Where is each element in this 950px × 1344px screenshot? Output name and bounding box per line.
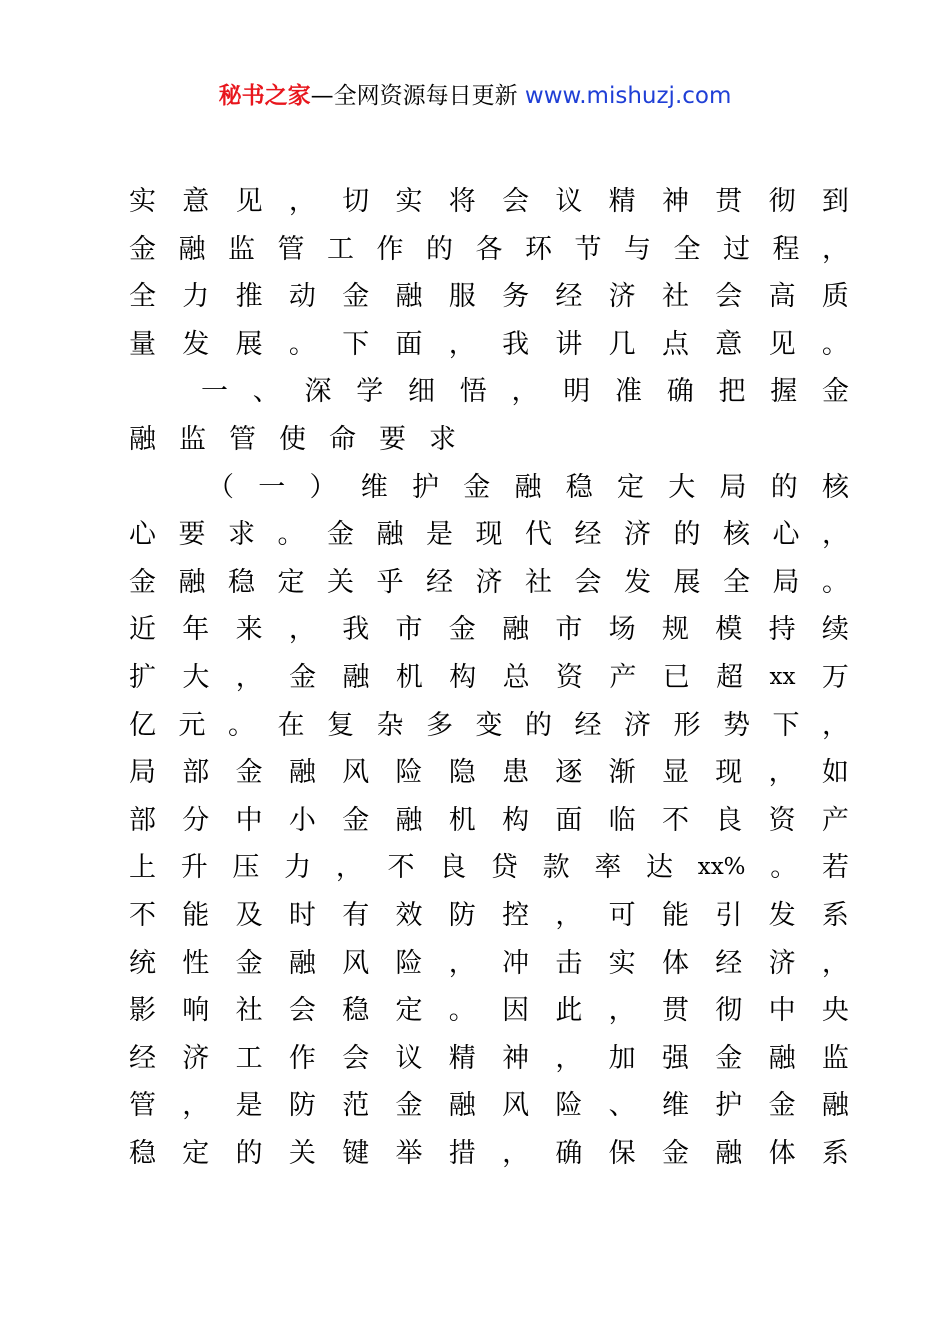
- brand-name: 秘书之家: [218, 83, 311, 109]
- section-heading-line: 一 、 深 学 细 悟 ， 明 准 确 把 握 金: [201, 376, 849, 408]
- text-line: 金 融 稳 定 关 乎 经 济 社 会 发 展 全 局 。: [129, 566, 849, 598]
- site-header: [0, 80, 950, 112]
- text-line: 近 年 来 ， 我 市 金 融 市 场 规 模 持 续: [129, 614, 849, 646]
- text-line: 全 力 推 动 金 融 服 务 经 济 社 会 高 质: [129, 281, 849, 313]
- text-line: 金 融 监 管 工 作 的 各 环 节 与 全 过 程 ，: [129, 233, 849, 265]
- text-line: 稳 定 的 关 键 举 措 ， 确 保 金 融 体 系: [129, 1137, 849, 1169]
- document-body: [129, 178, 849, 1177]
- text-line: 经 济 工 作 会 议 精 神 ， 加 强 金 融 监: [129, 1042, 849, 1074]
- site-url[interactable]: www.mishuzj.com: [524, 83, 732, 109]
- text-line: 上 升 压 力 ， 不 良 贷 款 率 达 xx% 。 若: [129, 852, 849, 884]
- subsection-heading-line: （ 一 ） 维 护 金 融 稳 定 大 局 的 核: [207, 471, 849, 503]
- text-line: 心 要 求 。 金 融 是 现 代 经 济 的 核 心 ，: [129, 519, 849, 551]
- text-line: 影 响 社 会 稳 定 。 因 此 ， 贯 彻 中 央: [129, 995, 849, 1027]
- text-line: 统 性 金 融 风 险 ， 冲 击 实 体 经 济 ，: [129, 947, 849, 979]
- text-line: 局 部 金 融 风 险 隐 患 逐 渐 显 现 ， 如: [129, 757, 849, 789]
- text-line: 扩 大 ， 金 融 机 构 总 资 产 已 超 xx 万: [129, 661, 849, 693]
- text-line: 实 意 见 ， 切 实 将 会 议 精 神 贯 彻 到: [129, 186, 849, 217]
- header-tagline: —全网资源每日更新: [310, 83, 518, 109]
- text-line: 部 分 中 小 金 融 机 构 面 临 不 良 资 产: [129, 804, 849, 836]
- text-line: 管 ， 是 防 范 金 融 风 险 、 维 护 金 融: [129, 1090, 849, 1122]
- text-line: 不 能 及 时 有 效 防 控 ， 可 能 引 发 系: [129, 899, 849, 931]
- text-line: 量 发 展 。 下 面 ， 我 讲 几 点 意 见 。: [129, 328, 849, 360]
- section-heading-line: 融 监 管 使 命 要 求: [129, 423, 456, 455]
- text-line: 亿 元 。 在 复 杂 多 变 的 经 济 形 势 下 ，: [129, 709, 849, 741]
